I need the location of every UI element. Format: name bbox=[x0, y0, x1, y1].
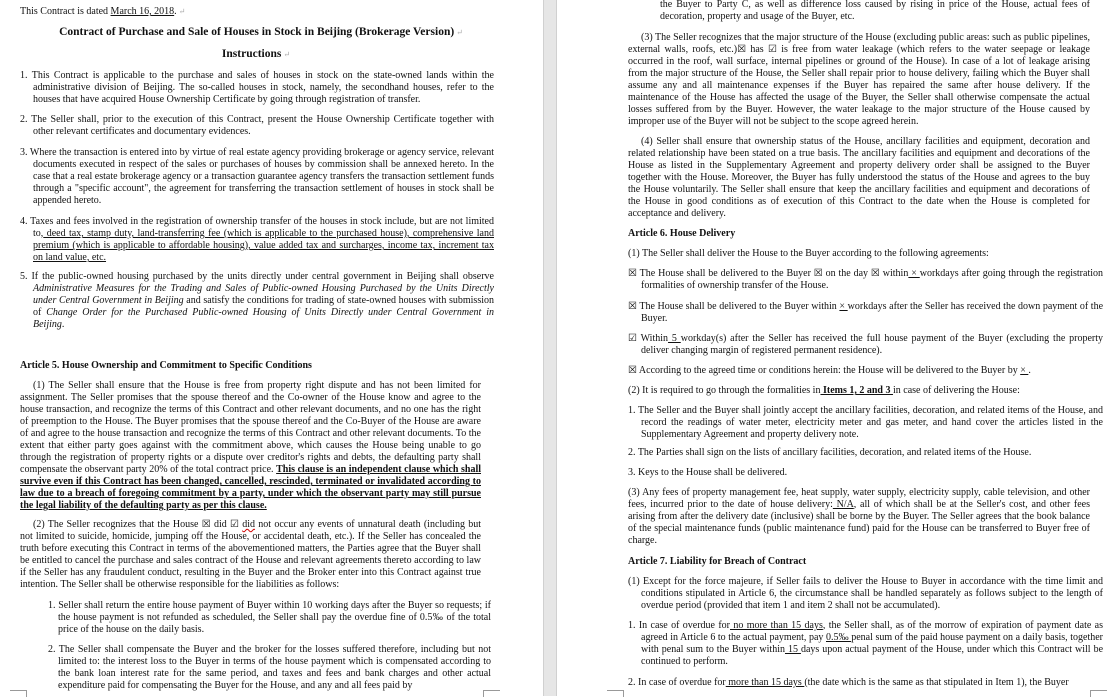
text-run: , the Seller shall, as of the morrow of expiration of payment date as agreed in Article 6 to the actual payment, pay bbox=[641, 620, 1104, 643]
text-run: Article 5. House Ownership and Commitment to Specific Conditions bbox=[20, 360, 312, 371]
text-run: 1. In case of overdue for bbox=[628, 620, 730, 631]
text-run: (3) The Seller recognizes that the major structure of the House (excluding public areas: such as public pipelines, external walls, roofs, etc.)☒ has ☑ is free from water leakage (which refers to the water seepage or leakage occurred in the roof, wall surface, internal pipelines or ground of the House). In case of a lot of leakage arising from the major structure of the House, the Seller shall repair prior to house delivery, failing which the Buyer shall assume any and all maintenance expenses if the Buyer has repaired the same after house delivery. If the maintenance of the House has affected the usage of the Buyer, the Seller shall otherwise compensate the actual losses suffered from by the Buyer. However, the water leakage to the major structure of the House caused by improper use of the Buyer will not be subject to the scope agreed herein. bbox=[628, 32, 1090, 127]
delivery-option-b bbox=[628, 301, 1103, 325]
text-run-u: × bbox=[839, 301, 848, 312]
text-run-u: 0.5‰ bbox=[826, 632, 852, 643]
text-run: the Buyer to Party C, as well as difference loss caused by rising in price of the House, actual fees of decoration, property and usage of the Buyer, etc. bbox=[660, 0, 1090, 22]
text-run: Article 7. Liability for Breach of Contract bbox=[628, 556, 807, 567]
article-5-clause-2-item-2 bbox=[48, 644, 491, 692]
text-run: ☑ Within bbox=[628, 333, 669, 344]
text-run-sq: did bbox=[242, 519, 256, 530]
text-run-i: Change Order for the Purchased Public-owned Housing of Units Directly under Central Government in Beijing bbox=[33, 307, 494, 330]
instruction-item-3 bbox=[20, 147, 494, 207]
article-7-heading bbox=[628, 556, 1090, 568]
article-5-clause-2-item-2-continued bbox=[660, 0, 1090, 23]
text-run-bu: This clause is an independent clause which shall survive even if this Contract has been changed, cancelled, rescinded, terminated or invalidated according to law due to a breach of foregoing commitment by a party, under which the observant party may still pursue the legal liability of the defaulting party as per this clause. bbox=[20, 464, 481, 511]
instructions-heading bbox=[0, 48, 512, 61]
article-7-clause-1-item-1 bbox=[628, 620, 1103, 668]
article-5-clause-2 bbox=[20, 519, 481, 591]
article-5-clause-3 bbox=[628, 32, 1090, 128]
text-run: (4) Seller shall ensure that ownership status of the House, ancillary facilities and equipment, decoration and related relationship have been stated on a true basis. The ancillary facilities and equipment and decorations of the House as listed in the Supplementary Agreement and property delivery order shall be assigned to the Buyer together with the House. Moreover, the Buyer has fully understood the status of the House and agrees to the buy the House voluntarily. The Seller shall ensure that keep the ancillary facilities and equipment and decorations of the House in good conditions as of execution of this Contract to the date when the House is completed for acceptance and delivery. bbox=[628, 136, 1090, 219]
text-run: ☒ The House shall be delivered to the Buyer ☒ on the day ☒ within bbox=[628, 268, 909, 279]
article-6-heading bbox=[628, 228, 1090, 240]
text-run-u: × bbox=[1020, 365, 1029, 376]
instruction-item-5 bbox=[20, 271, 494, 331]
text-run: Instructions bbox=[221, 48, 282, 60]
text-run: workdays after the Seller has received the down payment of the Buyer. bbox=[641, 301, 1104, 324]
text-run: This Contract is dated bbox=[20, 6, 111, 17]
text-run-u: more than 15 days bbox=[725, 677, 805, 688]
text-run: 2. In case of overdue for bbox=[628, 677, 726, 688]
text-run-i: Administrative Measures for the Trading and Sales of Public-owned Housing Purchased by the Units Directly under Central Government in Beijing bbox=[33, 283, 494, 306]
article-5-clause-1 bbox=[20, 380, 481, 512]
text-run: in case of delivering the House: bbox=[892, 385, 1020, 396]
text-run: (3) Any fees of property management fee, heat supply, water supply, electricity supply, cable television, and other fees, incurred prior to the date of house delivery: bbox=[628, 487, 1090, 510]
instruction-item-1 bbox=[20, 70, 494, 106]
article-6-clause-2-item-1 bbox=[628, 405, 1103, 441]
text-run: (2) It is required to go through the formalities in bbox=[628, 385, 821, 396]
text-run: penal sum of the paid house payment on a daily basis, together with penal sum to the Buyer within bbox=[641, 632, 1104, 655]
text-run: ☒ According to the agreed time or conditions herein: the House will be delivered to the Buyer by bbox=[628, 365, 1021, 376]
text-run: , all of which shall be at the Seller's cost, and other fees arising from after the delivery date (inclusive) shall be borne by the Buyer. The Seller agrees that the book balance of the special maintenance funds (public maintenance fund) paid for the House can be transferred to Buyer free of charge. bbox=[628, 499, 1090, 546]
contract-date-line bbox=[20, 6, 481, 18]
article-5-heading bbox=[20, 360, 481, 372]
article-6-clause-2-item-3 bbox=[628, 467, 1090, 479]
document-title bbox=[0, 26, 512, 39]
document-page-right bbox=[557, 0, 1107, 696]
text-run-u: × bbox=[908, 268, 920, 279]
text-run: 5. If the public-owned housing purchased by the units directly under central government in Beijing shall observe bbox=[20, 271, 494, 282]
instruction-item-2 bbox=[20, 114, 494, 138]
article-6-clause-2 bbox=[628, 385, 1090, 397]
delivery-option-a bbox=[628, 268, 1103, 292]
text-run: 2. The Parties shall sign on the lists of ancillary facilities, decoration, and related items of the House. bbox=[628, 447, 1032, 458]
delivery-option-c bbox=[628, 333, 1103, 357]
text-run: and satisfy the conditions for trading of state-owned houses with submission of bbox=[33, 295, 494, 318]
article-6-clause-1 bbox=[628, 248, 1090, 260]
text-run: . bbox=[174, 6, 177, 17]
text-run-bu: Items 1, 2 and 3 bbox=[820, 385, 893, 396]
text-run: (1) Except for the force majeure, if Seller fails to deliver the House to Buyer in accordance with the time limit and conditions stipulated in Article 6, the circumstance shall be handled separately as follows subject to the length of overdue period (provided that item 1 and item 2 shall not be accumulated). bbox=[628, 576, 1103, 611]
text-run: ☒ The House shall be delivered to the Buyer within bbox=[628, 301, 840, 312]
document-page-left bbox=[0, 0, 543, 696]
text-run: 1. The Seller and the Buyer shall jointly accept the ancillary facilities, decoration, and related items of the House, and record the readings of water meter, electricity meter and gas meter, and hand cover the articles listed in the Supplementary Agreement and property delivery note. bbox=[628, 405, 1103, 440]
text-run: 1. This Contract is applicable to the purchase and sales of houses in stock on the state-owned lands within the administrative division of Beijing. The so-called houses in stock, namely, the secondhand houses, refer to the houses that have acquired House Ownership Certificate by going through registration of transfer. bbox=[20, 70, 494, 105]
text-run: 3. Where the transaction is entered into by virtue of real estate agency providing brokerage or agency service, relevant documents executed in respect of the sales or purchases of houses by commission shall be annexed hereto. In the case that a real estate brokerage agency or a transaction guarantee agency transfers the transaction settlement funds through a "specific account", the agreement for transferring the transaction settlement of houses in stock shall be appended hereto. bbox=[20, 147, 494, 206]
text-run: (1) The Seller shall ensure that the House is free from property right dispute and has not been limited for assignment. The Seller promises that the spouse thereof and the Co-owner of the House know and agree to the house transaction, and recognize the terms of this Contract and other relevant documents, and no one has the right of preemption to the House. The Buyer promises that the spouse thereof and the Co-Buyer of the House are aware of and agree to the house transaction and recognize the terms of this Contract and other relevant documents. To the extent that either party goes against with the commitment above, which causes the House being unable to go through the registration of property rights or a dispute over creditor's rights and debts, the defaulting party shall compensate the observant party 20% of the total contract price. bbox=[20, 380, 481, 475]
text-run: days upon actual payment of the House, under which this Contract will be continued to perform. bbox=[641, 644, 1104, 667]
text-run: Article 6. House Delivery bbox=[628, 228, 736, 239]
article-6-clause-3 bbox=[628, 487, 1090, 547]
text-run: 2. The Seller shall, prior to the execution of this Contract, present the House Ownership Certificate together with other relevant certificates and documentary evidences. bbox=[20, 114, 494, 137]
text-run: 1. Seller shall return the entire house payment of Buyer within 10 working days after the Buyer so requests; if the house payment is not refunded as scheduled, the Seller shall pay the overdue fine of 0.5‰ of the total price of the house on the daily basis. bbox=[48, 600, 491, 635]
article-7-clause-1 bbox=[628, 576, 1103, 612]
delivery-option-d bbox=[628, 365, 1090, 377]
text-run: (2) The Seller recognizes that the House ☒ did ☑ bbox=[33, 519, 243, 530]
article-7-clause-1-item-2 bbox=[628, 677, 1103, 689]
text-run-u: March 16, 2018 bbox=[110, 6, 175, 17]
text-run-u: deed tax, stamp duty, land-transferring fee (which is applicable to the purchased house), comprehensive land premium (which is applicable to affordable housing), value added tax and surcharges, income tax, increment tax on land value, etc. bbox=[33, 228, 494, 263]
text-run: . bbox=[61, 319, 65, 330]
text-run: workdays after going through the registration formalities of ownership transfer of the House. bbox=[641, 268, 1104, 291]
text-run: 3. Keys to the House shall be delivered. bbox=[628, 467, 788, 478]
article-5-clause-2-item-1 bbox=[48, 600, 491, 636]
text-run: workday(s) after the Seller has received the full house payment of the Buyer (excluding the property deliver changing margin of registered permanent residence). bbox=[641, 333, 1103, 356]
text-run: (1) The Seller shall deliver the House to the Buyer according to the following agreements: bbox=[628, 248, 989, 259]
text-run: . bbox=[1028, 365, 1031, 376]
page-gutter bbox=[543, 0, 557, 696]
article-5-clause-4 bbox=[628, 136, 1090, 220]
instruction-item-4 bbox=[20, 216, 494, 264]
text-run: Contract of Purchase and Sale of Houses in Stock in Beijing (Brokerage Version) bbox=[59, 26, 455, 38]
text-run: (the date which is the same as that stipulated in Item 1), the Buyer bbox=[804, 677, 1069, 688]
text-run-u: N/A bbox=[832, 499, 854, 510]
text-run: 4. Taxes and fees involved in the registration of ownership transfer of the houses in stock include, but are not limited to, bbox=[20, 216, 494, 239]
text-run-u: 15 bbox=[784, 644, 801, 655]
text-run: not occur any events of unnatural death (including but not limited to suicide, homicide, jumping off the House, or accidental death, etc.). If the Seller has concealed the truth before executing this Contract in terms of the abovementioned matters, the Parties agree that the Buyer shall be entitled to cancel the purchase and sales contract of the House and relevant agreements thereto according to law if the Seller has any fraudulent conduct, resulting in the Buyer and the Broker enter into this Contract against true intention. The Seller shall be otherwise responsible for the liabilities as follows: bbox=[20, 519, 482, 590]
text-run-u: no more than 15 days bbox=[730, 620, 823, 631]
article-6-clause-2-item-2 bbox=[628, 447, 1090, 459]
text-run: 2. The Seller shall compensate the Buyer and the broker for the losses suffered therefore, including but not limited to: the interest loss to the Buyer in terms of the house payment which is compensated according to the bank loan interest rate for the same period, and taxes and fees and bank charges and other actual expenditure paid for compensating the Buyer for the House, and any and all fees paid by bbox=[48, 644, 491, 691]
text-run-u: 5 bbox=[668, 333, 681, 344]
